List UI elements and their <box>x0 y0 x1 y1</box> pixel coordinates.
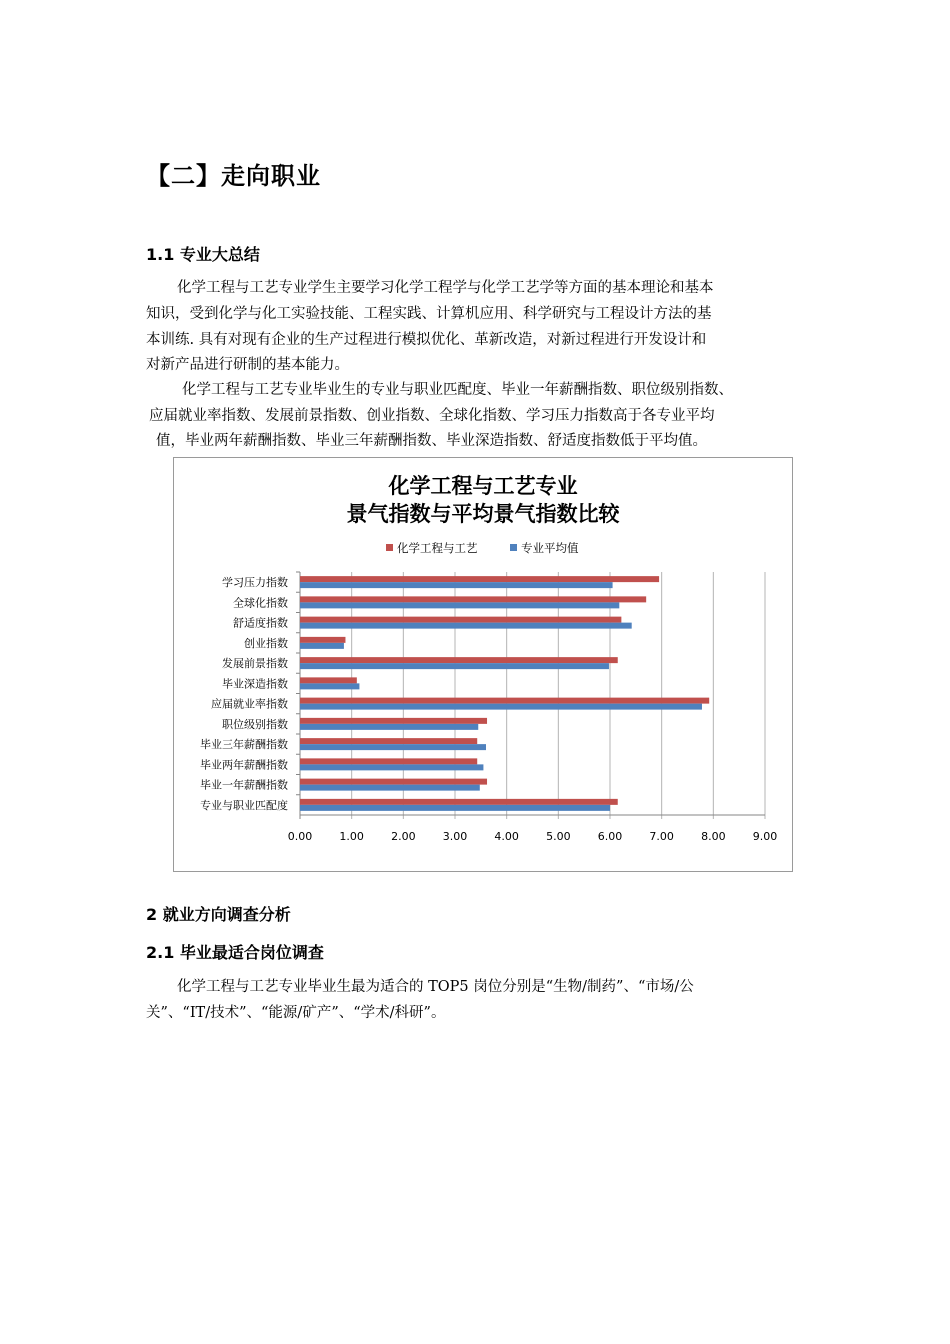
bar <box>300 805 610 811</box>
para3-line-1: 化学工程与工艺专业毕业生最为适合的 TOP5 岗位分别是“生物/制药”、“市场/公 <box>177 979 694 995</box>
para1-line-1: 化学工程与工艺专业学生主要学习化学工程学与化学工艺学等方面的基本理论和基本 <box>177 280 714 296</box>
category-label: 全球化指数 <box>233 596 288 610</box>
x-tick-label: 4.00 <box>494 830 519 843</box>
category-label: 毕业三年薪酬指数 <box>200 738 288 752</box>
x-tick-label: 9.00 <box>752 830 778 843</box>
x-tick-label: 8.00 <box>701 830 726 843</box>
x-tick-label: 2.00 <box>391 830 416 843</box>
bar <box>300 657 618 663</box>
chart-title-line-2: 景气指数与平均景气指数比较 <box>346 502 620 526</box>
bar <box>300 744 486 750</box>
category-label: 毕业深造指数 <box>222 677 288 691</box>
x-tick-label: 6.00 <box>597 830 623 843</box>
para2-line-3: 值，毕业两年薪酬指数、毕业三年薪酬指数、毕业深造指数、舒适度指数低于平均值。 <box>156 433 707 449</box>
category-label: 学习压力指数 <box>222 576 288 590</box>
chart-frame <box>173 457 793 872</box>
page-heading: 【二】走向职业 <box>146 162 321 190</box>
legend-swatch <box>510 544 517 551</box>
bar <box>300 602 619 608</box>
bar <box>300 677 357 683</box>
para1-line-3: 本训练. 具有对现有企业的生产过程进行模拟优化、革新改造，对新过程进行开发设计和 <box>146 332 707 348</box>
bar <box>300 643 344 649</box>
bar <box>300 799 618 805</box>
bar-chart <box>174 458 792 871</box>
bar <box>300 582 613 588</box>
x-tick-label: 0.00 <box>287 830 313 843</box>
category-label: 毕业两年薪酬指数 <box>200 758 288 772</box>
para1-line-2: 知识，受到化学与化工实验技能、工程实践、计算机应用、科学研究与工程设计方法的基 <box>146 306 712 322</box>
legend-label: 专业平均值 <box>521 541 579 555</box>
section-1-1-title: 1.1 专业大总结 <box>146 245 260 264</box>
chart-title-line-1: 化学工程与工艺专业 <box>388 474 578 498</box>
bar <box>300 576 659 582</box>
bar <box>300 779 487 785</box>
category-label: 毕业一年薪酬指数 <box>200 778 288 792</box>
legend-label: 化学工程与工艺 <box>397 541 478 555</box>
bar <box>300 683 359 689</box>
category-label: 舒适度指数 <box>233 616 288 630</box>
category-label: 发展前景指数 <box>222 657 288 671</box>
x-tick-label: 5.00 <box>546 830 571 843</box>
legend-swatch <box>386 544 393 551</box>
category-label: 专业与职业匹配度 <box>200 798 288 812</box>
section-2-title: 2 就业方向调查分析 <box>146 905 291 924</box>
para2-line-1: 化学工程与工艺专业毕业生的专业与职业匹配度、毕业一年薪酬指数、职位级别指数、 <box>182 382 733 398</box>
bar <box>300 663 609 669</box>
bar <box>300 596 646 602</box>
para2-line-2: 应届就业率指数、发展前景指数、创业指数、全球化指数、学习压力指数高于各专业平均 <box>149 408 715 424</box>
x-tick-label: 3.00 <box>442 830 468 843</box>
category-label: 创业指数 <box>244 636 288 650</box>
bar <box>300 617 621 623</box>
bar <box>300 785 480 791</box>
x-tick-label: 1.00 <box>339 830 364 843</box>
bar <box>300 637 345 643</box>
section-2-1-title: 2.1 毕业最适合岗位调查 <box>146 943 324 962</box>
bar <box>300 718 487 724</box>
category-label: 应届就业率指数 <box>211 697 288 711</box>
para3-line-2: 关”、“IT/技术”、“能源/矿产”、“学术/科研”。 <box>146 1005 446 1021</box>
bar <box>300 738 477 744</box>
category-label: 职位级别指数 <box>222 717 288 731</box>
bar <box>300 724 478 730</box>
x-tick-label: 7.00 <box>649 830 674 843</box>
bar <box>300 698 709 704</box>
bar <box>300 764 483 770</box>
bar <box>300 704 702 710</box>
bar <box>300 623 632 629</box>
bar <box>300 758 477 764</box>
para1-line-4: 对新产品进行研制的基本能力。 <box>146 357 349 373</box>
